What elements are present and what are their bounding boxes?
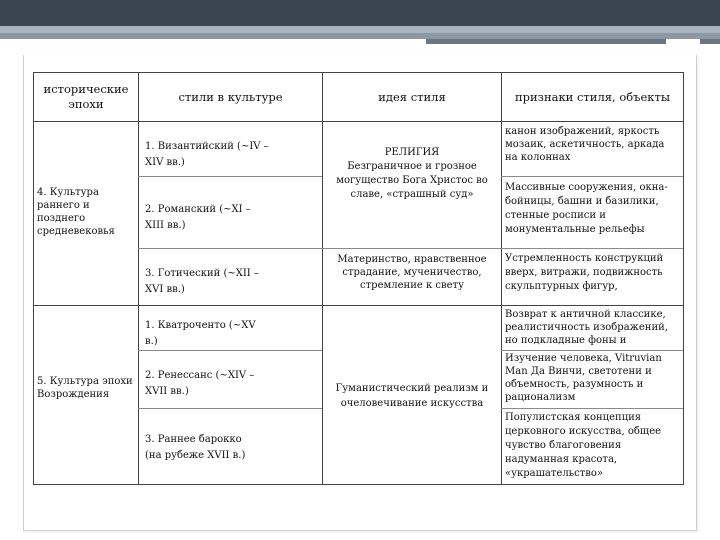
table-border xyxy=(33,72,34,485)
header-features: признаки стиля, объекты xyxy=(514,89,670,104)
idea-gothic: Материнство, нравственное страдание, мученичество, стремление к свету xyxy=(337,254,487,291)
table-border xyxy=(33,121,684,122)
style-byzantine: 1. Византийский (~IV – XIV вв.) xyxy=(145,141,269,168)
decorative-stripe xyxy=(700,39,720,44)
features-early-baroque: Популистская концепция церковного искусства, общее чувство благоговения надуманная красота, «украшательство» xyxy=(505,412,662,479)
idea-humanism: Гуманистический реализм и очеловечивание искусства xyxy=(335,383,489,409)
features-gothic: Устремленность конструкций вверх, витражи, подвижность скульптурных фигур, xyxy=(505,253,664,292)
idea-religion-text: Безграничное и грозное могущество Бога Христос во славе, «страшный суд» xyxy=(336,161,488,200)
row-divider xyxy=(138,176,322,177)
idea-religion-title: РЕЛИГИЯ xyxy=(384,147,440,158)
features-romanesque: Массивные сооружения, окна-бойницы, башни и базилики, стенные росписи и монументальные рельефы xyxy=(505,182,668,235)
row-divider xyxy=(138,408,322,409)
row-divider xyxy=(501,176,683,177)
row-divider xyxy=(138,248,683,249)
top-decorative-bar xyxy=(0,0,720,26)
table-border xyxy=(33,484,684,485)
era-medieval: 4. Культура раннего и позднего средневековья xyxy=(37,187,115,237)
table-border xyxy=(683,72,684,485)
decorative-stripe xyxy=(0,26,720,33)
era-renaissance: 5. Культура эпохи Возрождения xyxy=(37,376,133,400)
style-early-baroque: 3. Раннее барокко (на рубеже XVII в.) xyxy=(145,434,246,461)
table-border xyxy=(322,72,323,485)
decorative-stripe xyxy=(426,39,666,44)
style-renaissance: 2. Ренессанс (~XIV – XVII вв.) xyxy=(145,370,255,397)
header-idea: идея стиля xyxy=(378,89,446,104)
style-quattrocento: 1. Кватроченто (~XV в.) xyxy=(145,320,256,347)
table-border xyxy=(138,72,139,485)
style-gothic: 3. Готический (~XII – XVI вв.) xyxy=(145,268,259,295)
header-styles: стили в культуре xyxy=(178,89,283,104)
row-divider xyxy=(138,350,322,351)
style-romanesque: 2. Романский (~XI – XIII вв.) xyxy=(145,204,251,231)
header-era: исторические эпохи xyxy=(43,82,129,111)
features-quattrocento: Возврат к античной классике, реалистичность изображений, но подкладные фоны и xyxy=(505,309,668,346)
features-byzantine: канон изображений, яркость мозаик, аскетичность, аркада на колоннах xyxy=(505,126,665,163)
features-renaissance: Изучение человека, Vitruvian Man Да Винчи, светотени и объемность, разумность и рационализм xyxy=(505,353,662,403)
